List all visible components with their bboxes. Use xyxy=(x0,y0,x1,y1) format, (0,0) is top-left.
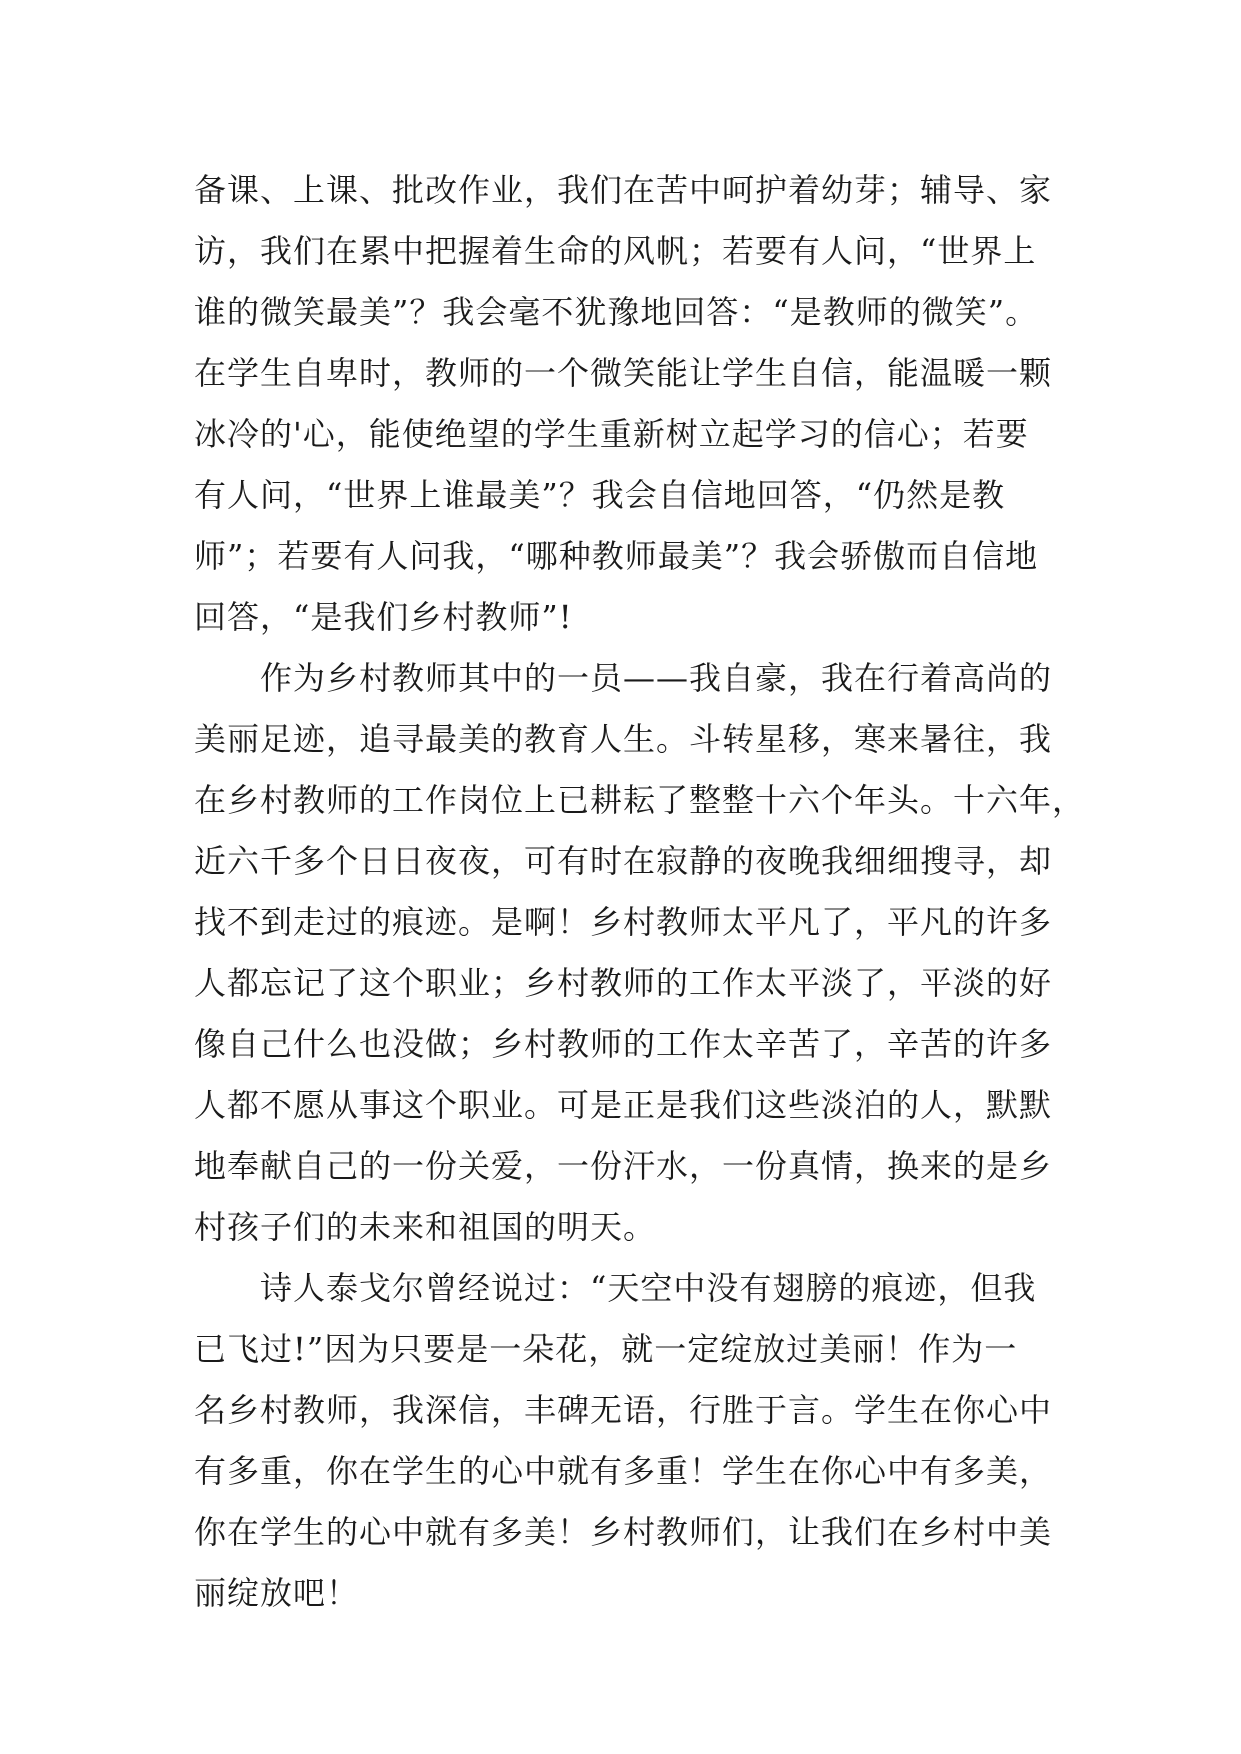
text-line: 名乡村教师，我深信，丰碑无语，行胜于言。学生在你心中 xyxy=(194,1391,1053,1429)
text-line: 美丽足迹，追寻最美的教育人生。斗转星移，寒来暑往，我 xyxy=(194,720,1053,758)
paragraph-first-line: 诗人泰戈尔曾经说过：“天空中没有翅膀的痕迹，但我 xyxy=(194,1269,1037,1307)
text-line: 在乡村教师的工作岗位上已耕耘了整整十六个年头。十六年， xyxy=(194,781,1086,819)
text-line: 有多重，你在学生的心中就有多重！学生在你心中有多美， xyxy=(194,1452,1053,1490)
text-line: 地奉献自己的一份关爱，一份汗水，一份真情，换来的是乡 xyxy=(194,1147,1053,1185)
text-line: 访，我们在累中把握着生命的风帆；若要有人问，“世界上 xyxy=(194,232,1037,270)
text-line: 回答，“是我们乡村教师”! xyxy=(194,598,573,636)
text-line: 谁的微笑最美”？我会毫不犹豫地回答：“是教师的微笑”。 xyxy=(194,293,1039,331)
text-line: 师”；若要有人问我，“哪种教师最美”？我会骄傲而自信地 xyxy=(194,537,1039,575)
text-line: 人都忘记了这个职业；乡村教师的工作太平淡了，平淡的好 xyxy=(194,964,1053,1002)
text-line: 备课、上课、批改作业，我们在苦中呵护着幼芽；辅导、家 xyxy=(194,171,1053,209)
text-line: 找不到走过的痕迹。是啊！乡村教师太平凡了，平凡的许多 xyxy=(194,903,1053,941)
text-line: 丽绽放吧！ xyxy=(194,1574,360,1612)
text-line: 已飞过!”因为只要是一朵花，就一定绽放过美丽！作为一 xyxy=(194,1330,1018,1368)
text-line: 在学生自卑时，教师的一个微笑能让学生自信，能温暖一颗 xyxy=(194,354,1053,392)
text-line: 人都不愿从事这个职业。可是正是我们这些淡泊的人，默默 xyxy=(194,1086,1053,1124)
text-line: 你在学生的心中就有多美！乡村教师们，让我们在乡村中美 xyxy=(194,1513,1053,1551)
text-line: 有人问，“世界上谁最美”？我会自信地回答，“仍然是教 xyxy=(194,476,1006,514)
text-line: 冰冷的'心，能使绝望的学生重新树立起学习的信心；若要 xyxy=(194,415,1029,453)
body-text xyxy=(194,160,1086,1624)
paragraph-first-line: 作为乡村教师其中的一员——我自豪，我在行着高尚的 xyxy=(194,659,1053,697)
text-line: 像自己什么也没做；乡村教师的工作太辛苦了，辛苦的许多 xyxy=(194,1025,1053,1063)
text-line: 近六千多个日日夜夜，可有时在寂静的夜晚我细细搜寻，却 xyxy=(194,842,1053,880)
text-line: 村孩子们的未来和祖国的明天。 xyxy=(194,1208,657,1246)
